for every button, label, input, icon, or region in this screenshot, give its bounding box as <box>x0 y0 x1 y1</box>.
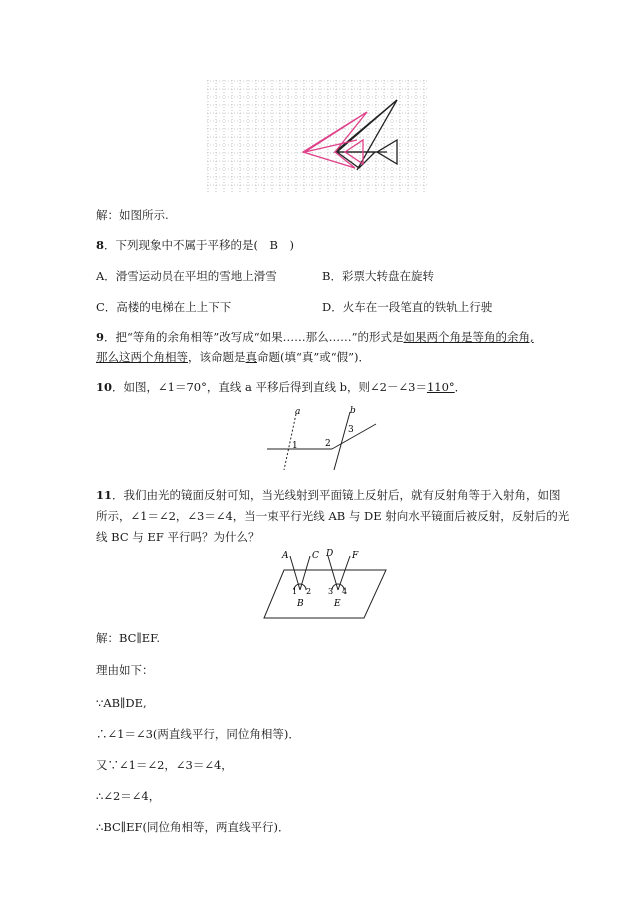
mirror-plane <box>264 570 386 618</box>
question-10-stem: ．如图，∠1＝70°，直线 a 平移后得到直线 b，则∠2－∠3＝ <box>112 380 427 394</box>
question-11-text-1: ．我们由光的镜面反射可知，当光线射到平面镜上反射后，就有反射角等于入射角，如图 <box>112 488 561 502</box>
transversal-line <box>332 424 376 449</box>
ray-de <box>328 556 338 590</box>
label-D: D <box>326 549 334 559</box>
question-10-number: 10 <box>96 380 113 394</box>
line-b <box>334 412 350 470</box>
question-11-mirror-figure <box>262 548 388 622</box>
label-angle-1: 1 <box>292 441 298 451</box>
label-A: A <box>282 551 289 561</box>
question-8-option-c: C．高楼的电梯在上上下下 <box>96 300 232 314</box>
solution-11-line-1: 解：BC∥EF. <box>96 631 161 645</box>
label-C: C <box>312 551 319 561</box>
question-10-figure <box>262 404 386 474</box>
label-b: b <box>350 406 356 416</box>
question-10-answer: 110° <box>426 380 455 394</box>
question-8-option-b: B．彩票大转盘在旋转 <box>322 269 434 283</box>
label-angle-3: 3 <box>348 425 354 435</box>
label-angle-2: 2 <box>306 587 312 596</box>
label-B: B <box>297 599 304 609</box>
question-11-number: 11 <box>96 488 113 502</box>
question-9-line-1 <box>96 328 534 346</box>
label-angle-3: 3 <box>328 587 334 596</box>
ray-ef <box>338 556 350 590</box>
original-arrow-shape <box>337 100 397 168</box>
label-angle-4: 4 <box>342 587 348 596</box>
question-8 <box>96 236 294 254</box>
question-9-part-2: ，该命题是 <box>188 350 246 364</box>
question-9-part-3: 命题(填“真”或“假”)． <box>257 350 370 364</box>
question-11-line-3: 线 BC 与 EF 平行吗？为什么？ <box>96 530 260 544</box>
label-a: a <box>295 407 301 417</box>
ray-ab <box>290 556 300 590</box>
question-11-line-2: 所示，∠1＝∠2，∠3＝∠4，当一束平行光线 AB 与 DE 射向水平镜面后被反射，反射后的光 <box>96 509 570 523</box>
solution-11-line-6: ∴∠2＝∠4， <box>96 789 161 803</box>
question-10-end: ． <box>454 380 467 394</box>
question-11-line-1 <box>96 486 561 504</box>
question-8-number: 8 <box>96 238 105 252</box>
label-E: E <box>334 599 341 609</box>
question-9-answer-1b: 那么这两个角相等 <box>96 350 188 364</box>
solution-11-line-3: ∵AB∥DE, <box>96 696 147 710</box>
question-8-option-d: D．火车在一段笔直的铁轨上行驶 <box>322 300 493 314</box>
question-9-answer-1a: 如果两个角是等角的余角, <box>403 330 534 344</box>
question-9-number: 9 <box>96 330 105 344</box>
question-8-stem: ．下列现象中不属于平移的是( B ) <box>104 238 294 252</box>
question-9-line-2 <box>96 348 370 366</box>
solution-11-line-2: 理由如下： <box>96 663 154 677</box>
solution-11-line-4: ∴∠1＝∠3(两直线平行，同位角相等)． <box>96 727 300 741</box>
label-F: F <box>352 551 359 561</box>
question-8-option-a: A．滑雪运动员在平坦的雪地上滑雪 <box>96 269 277 283</box>
label-angle-2: 2 <box>325 439 331 449</box>
question-9-part-1: ．把“等角的余角相等”改写成“如果……那么……”的形式是 <box>104 330 404 344</box>
solution-7-text: 解：如图所示. <box>96 208 169 222</box>
dotted-grid <box>207 80 429 192</box>
solution-11-line-7: ∴BC∥EF(同位角相等，两直线平行)． <box>96 820 290 834</box>
label-angle-1: 1 <box>292 587 298 596</box>
translation-grid-figure <box>207 80 429 192</box>
solution-11-line-5: 又∵∠1＝∠2，∠3＝∠4， <box>96 758 233 772</box>
ray-bc <box>300 556 310 590</box>
question-10 <box>96 378 466 396</box>
question-9-answer-2: 真 <box>245 350 257 364</box>
